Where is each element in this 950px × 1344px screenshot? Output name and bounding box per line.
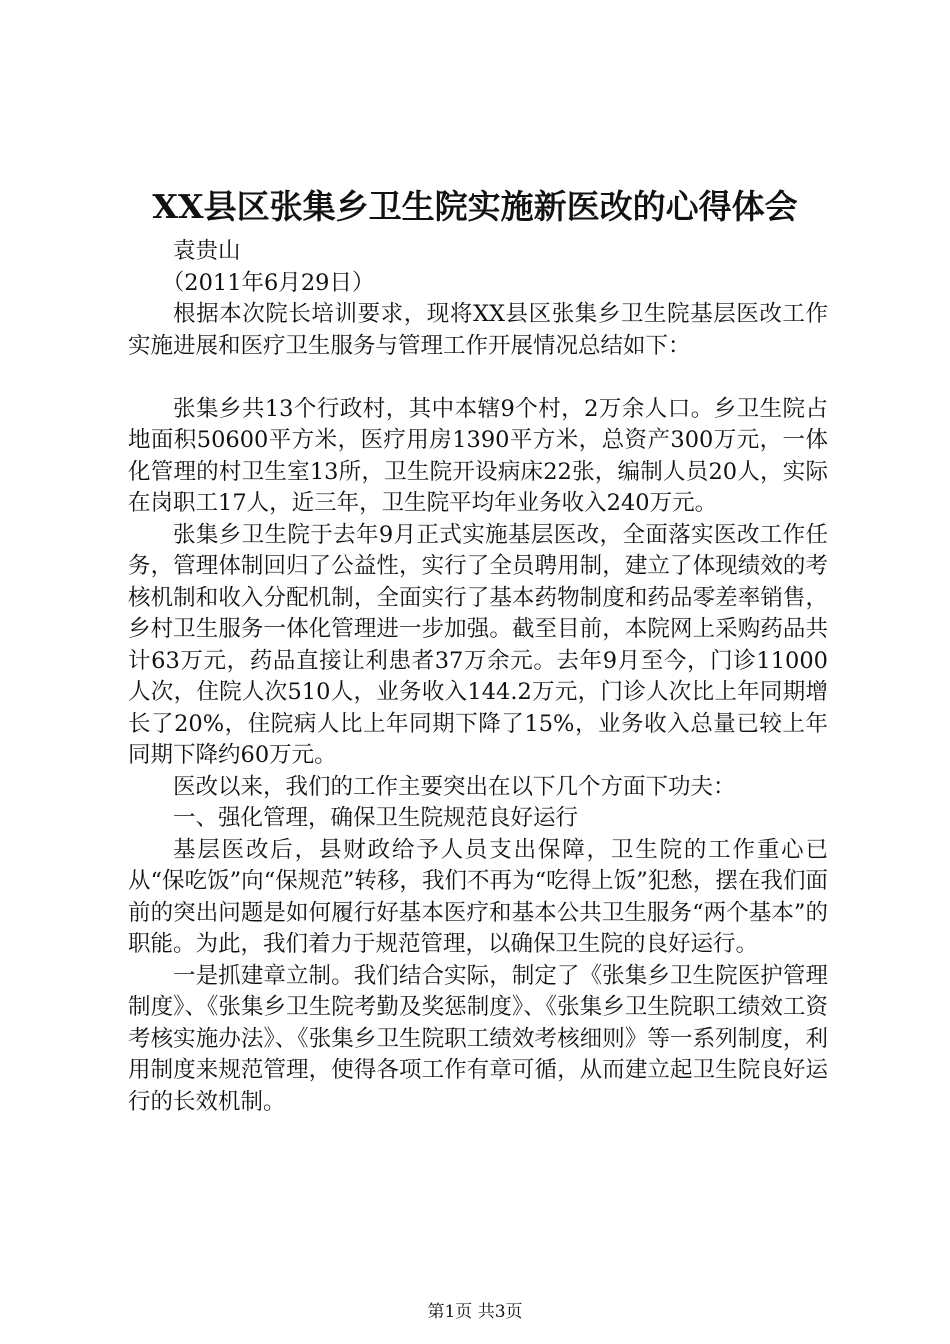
author-line: 袁贵山 bbox=[173, 238, 241, 264]
paragraph-spacer bbox=[128, 362, 828, 394]
paragraph-rules: 一是抓建章立制。我们结合实际，制定了《张集乡卫生院医护管理制度》、《张集乡卫生院考勤及奖惩制度》、《张集乡卫生院职工绩效工资考核实施办法》、《张集乡卫生院职工绩效考核细则》等一系列制度，利用制度来规范管理，使得各项工作有章可循，从而建立起卫生院良好运行的长效机制。 bbox=[128, 962, 828, 1115]
paragraph-reform-progress: 张集乡卫生院于去年9月正式实施基层医改，全面落实医改工作任务，管理体制回归了公益性，实行了全员聘用制，建立了体现绩效的考核机制和收入分配机制，全面实行了基本药物制度和药品零差率销售，乡村卫生服务一体化管理进一步加强。截至目前，本院网上采购药品共计63万元，药品直接让利患者37万余元。去年9月至今，门诊11000人次，住院人次510人，业务收入144.2万元，门诊人次比上年同期增长了20%，住院病人比上年同期下降了15%，业务收入总量已较上年同期下降约60万元。 bbox=[128, 521, 828, 768]
paragraph-focus-intro: 医改以来，我们的工作主要突出在以下几个方面下功夫： bbox=[173, 773, 736, 800]
document-title: XX县区张集乡卫生院实施新医改的心得体会 bbox=[152, 187, 798, 226]
date-line: （2011年6月29日） bbox=[161, 269, 375, 296]
document-body bbox=[128, 236, 828, 1118]
page-footer: 第1页 共3页 bbox=[427, 1302, 523, 1322]
paragraph-management: 基层医改后，县财政给予人员支出保障，卫生院的工作重心已从“保吃饭”向“保规范”转移，我们不再为“吃得上饭”犯愁，摆在我们面前的突出问题是如何履行好基本医疗和基本公共卫生服务“两个基本”的职能。为此，我们着力于规范管理，以确保卫生院的良好运行。 bbox=[128, 836, 828, 957]
paragraph-overview: 张集乡共13个行政村，其中本辖9个村，2万余人口。乡卫生院占地面积50600平方米，医疗用房1390平方米，总资产300万元，一体化管理的村卫生室13所，卫生院开设病床22张，编制人员20人，实际在岗职工17人，近三年，卫生院平均年业务收入240万元。 bbox=[128, 395, 828, 516]
paragraph-intro: 根据本次院长培训要求，现将XX县区张集乡卫生院基层医改工作实施进展和医疗卫生服务与管理工作开展情况总结如下： bbox=[128, 301, 828, 359]
section-heading-1: 一、强化管理，确保卫生院规范良好运行 bbox=[173, 805, 579, 831]
